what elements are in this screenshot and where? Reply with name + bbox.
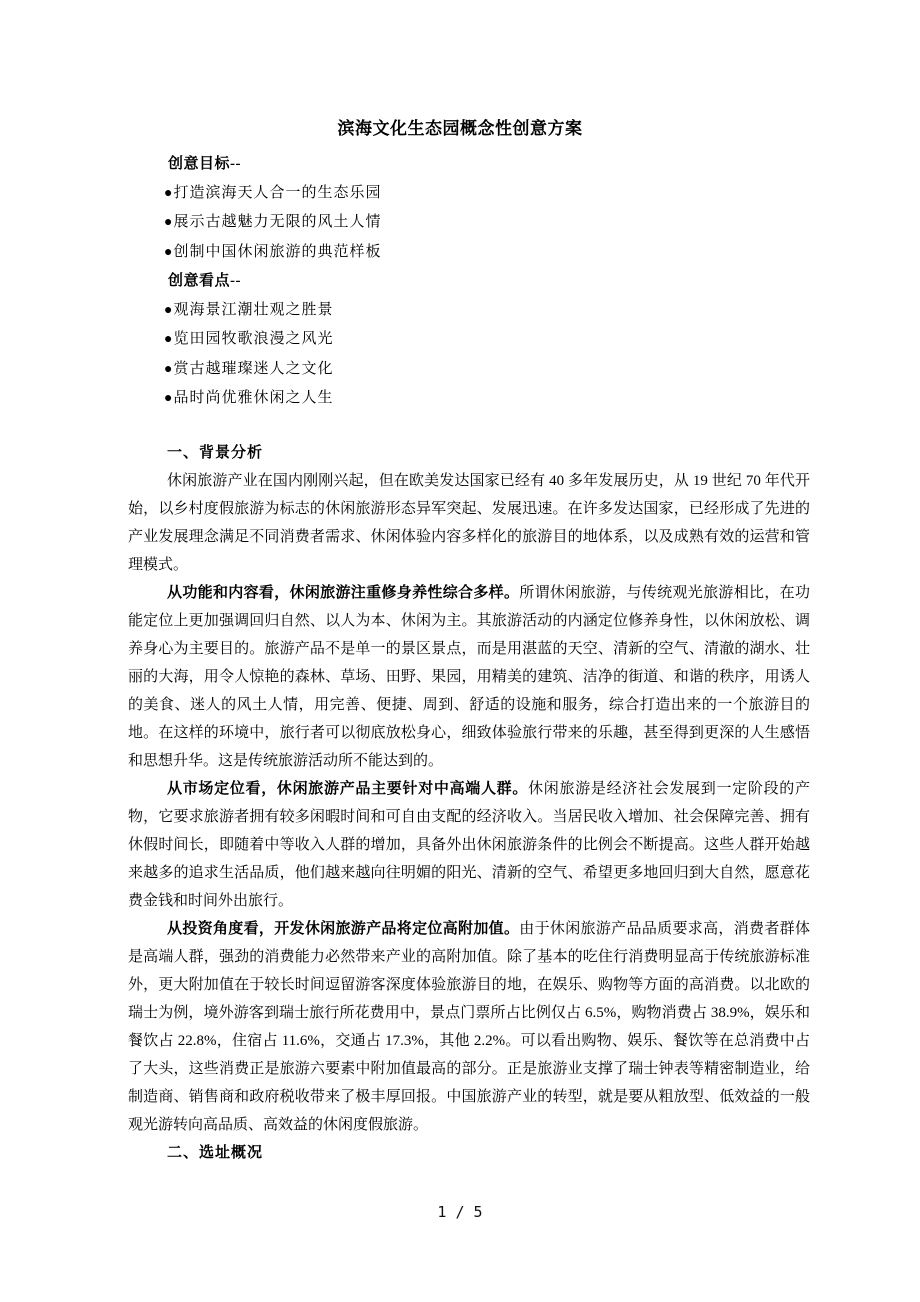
page-footer — [0, 1203, 920, 1221]
paragraph-text: 所谓休闲旅游，与传统观光旅游相比，在功能定位上更加强调回归自然、以人为本、休闲为主。其旅游活动的内涵定位修养身性，以休闲放松、调养身心为主要目的。旅游产品不是单一的景区景点，而是用湛蓝的天空、清新的空气、清澈的湖水、壮丽的大海，用令人惊艳的森林、草场、田野、果园，用精美的建筑、洁净的街道、和谐的秩序，用诱人的美食、迷人的风土人情，用完善、便捷、周到、舒适的设施和服务，综合打造出来的一个旅游目的地。在这样的环境中，旅行者可以彻底放松身心，细致体验旅行带来的乐趣，甚至得到更深的人生感悟和思想升华。这是传统旅游活动所不能达到的。 — [128, 584, 810, 769]
list-item — [128, 179, 810, 209]
paragraph — [128, 467, 810, 579]
paragraph-text: 休闲旅游是经济社会发展到一定阶段的产物，它要求旅游者拥有较多闲暇时间和可自由支配的经济收入。当居民收入增加、社会保障完善、拥有休假时间长，即随着中等收入人群的增加，具备外出休闲旅游条件的比例会不断提高。这些人群开始越来越多的追求生活品质，他们越来越向往明媚的阳光、清新的空气、希望更多地回归到大自然，愿意花费金钱和时间外出旅行。 — [128, 780, 810, 909]
list-item — [128, 208, 810, 238]
paragraph-lead: 从投资角度看，开发休闲旅游产品将定位高附加值。 — [167, 920, 520, 937]
list-item-label: 展示古越魅力无限的风土人情 — [173, 214, 382, 230]
list-item-label: 览田园牧歌浪漫之风光 — [173, 331, 334, 347]
bullet-icon: ● — [164, 215, 174, 230]
creative-goals-block — [128, 150, 810, 414]
list-item — [128, 325, 810, 355]
goals-heading: 创意目标-- — [168, 156, 241, 172]
bullet-icon: ● — [164, 332, 174, 347]
bullet-icon: ● — [164, 361, 174, 377]
list-item-label: 观海景江潮壮观之胜景 — [173, 301, 334, 318]
list-item — [128, 355, 810, 385]
page-title: 滨海文化生态园概念性创意方案 — [337, 119, 583, 138]
list-item-label: 品时尚优雅休闲之人生 — [173, 390, 334, 406]
paragraph-lead: 从市场定位看，休闲旅游产品主要针对中高端人群。 — [167, 780, 529, 797]
paragraph — [128, 915, 810, 1139]
section-heading-site-overview: 二、选址概况 — [167, 1144, 264, 1161]
section-heading-background-analysis: 一、背景分析 — [167, 444, 264, 461]
list-item — [128, 296, 810, 326]
bullet-icon: ● — [164, 244, 174, 260]
list-item-label: 赏古越璀璨迷人之文化 — [173, 360, 334, 377]
list-item-label: 创制中国休闲旅游的典范样板 — [173, 243, 382, 260]
paragraph — [128, 579, 810, 775]
paragraph-text: 休闲旅游产业在国内刚刚兴起，但在欧美发达国家已经有 40 多年发展历史，从 19 世纪 70 年代开始，以乡村度假旅游为标志的休闲旅游形态异军突起、发展迅速。在许多发达国家，已经形成了先进的产业发展理念满足不同消费者需求、休闲体验内容多样化的旅游目的地体系，以及成熟有效的运营和管理模式。 — [128, 472, 810, 573]
bullet-icon: ● — [164, 302, 174, 318]
highlights-heading: 创意看点-- — [168, 273, 241, 289]
list-item — [128, 238, 810, 268]
paragraph-lead: 从功能和内容看，休闲旅游注重修身养性综合多样。 — [167, 584, 520, 601]
list-item — [128, 384, 810, 414]
paragraph — [128, 775, 810, 915]
page-content — [128, 0, 810, 1167]
bullet-icon: ● — [164, 391, 174, 406]
page-number: 1 / 5 — [437, 1203, 483, 1221]
list-item-label: 打造滨海天人合一的生态乐园 — [173, 184, 382, 201]
bullet-icon: ● — [164, 185, 174, 201]
paragraph-text: 由于休闲旅游产品品质要求高，消费者群体是高端人群，强劲的消费能力必然带来产业的高附加值。除了基本的吃住行消费明显高于传统旅游标准外，更大附加值在于较长时间逗留游客深度体验旅游目的地，在娱乐、购物等方面的高消费。以北欧的瑞士为例，境外游客到瑞士旅行所花费用中，景点门票所占比例仅占 6.5%，购物消费占 38.9%，娱乐和餐饮占 22.8%，住宿占 11.6%，交通占 17.3%，其他 2.2%。可以看出购物、娱乐、餐饮等在总消费中占了大头，这些消费正是旅游六要素中附加值最高的部分。正是旅游业支撑了瑞士钟表等精密制造业，给制造商、销售商和政府税收带来了极丰厚回报。中国旅游产业的转型，就是要从粗放型、低效益的一般观光游转向高品质、高效益的休闲度假旅游。 — [128, 920, 810, 1133]
